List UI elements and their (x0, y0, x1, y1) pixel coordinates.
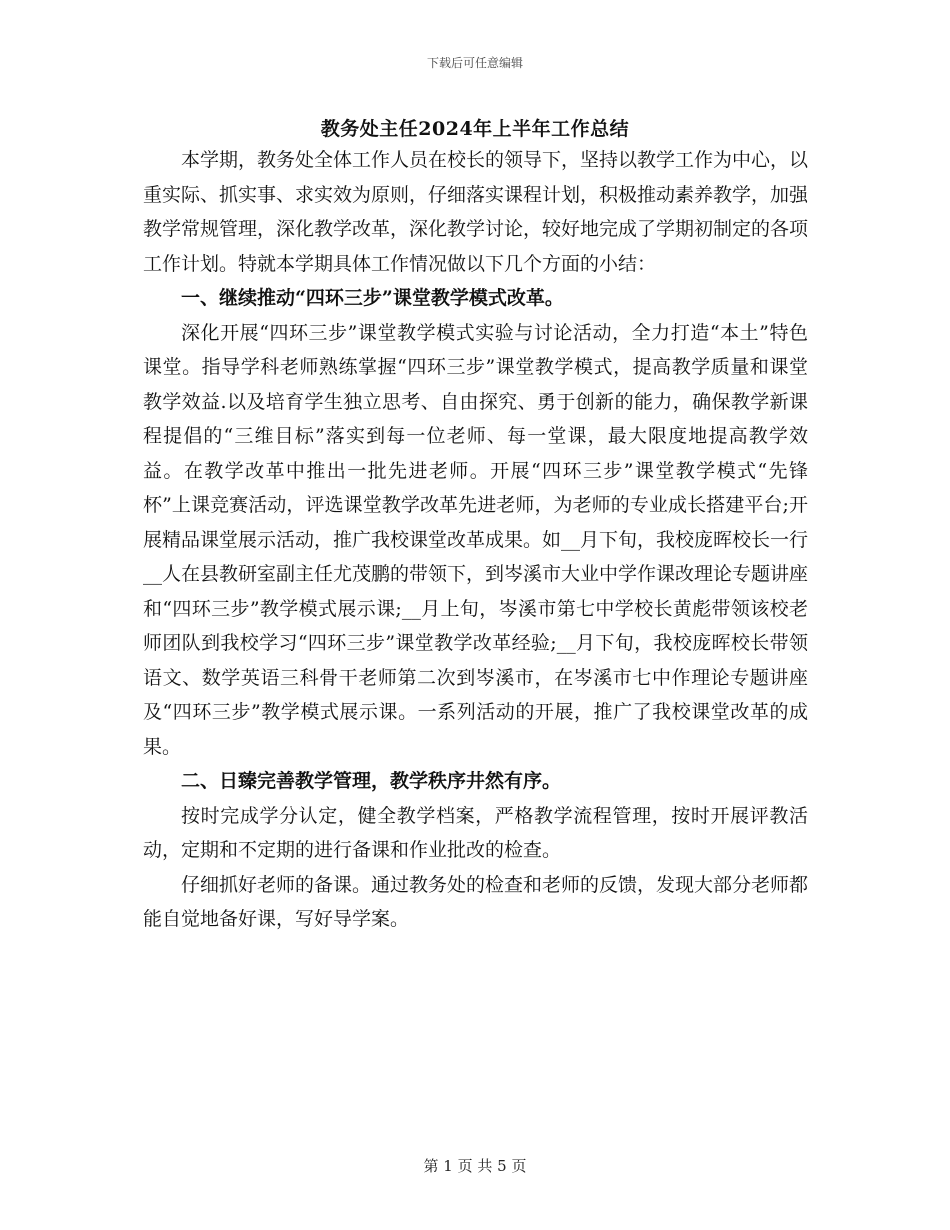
section-heading-1: 一、继续推动“四环三步”课堂教学模式改革。 (181, 287, 564, 309)
paragraph-section-2a: 按时完成学分认定，健全教学档案，严格教学流程管理，按时开展评教活动，定期和不定期的进行备课和作业批改的检查。 (143, 804, 808, 861)
header-note: 下载后可任意编辑 (426, 56, 523, 70)
page-footer: 第 1 页 共 5 页 (423, 1157, 527, 1175)
document-body (143, 143, 808, 937)
paragraph-section-2b: 仔细抓好老师的备课。通过教务处的检查和老师的反馈，发现大部分老师都能自觉地备好课，写好导学案。 (143, 873, 809, 930)
paragraph-section-1: 深化开展“四环三步”课堂教学模式实验与讨论活动，全力打造“本土”特色课堂。指导学科老师熟练掌握“四环三步”课堂教学模式，提高教学质量和课堂教学效益.以及培育学生独立思考、自由探究、勇于创新的能力，确保教学新课程提倡的“三维目标”落实到每一位老师、每一堂课，最大限度地提高教学效益。在教学改革中推出一批先进老师。开展“四环三步”课堂教学模式“先锋杯”上课竞赛活动，评选课堂教学改革先进老师，为老师的专业成长搭建平台;开展精品课堂展示活动，推广我校课堂改革成果。如__月下旬，我校庞晖校长一行__人在县教研室副主任尤茂鹏的带领下，到岑溪市大业中学作课改理论专题讲座和“四环三步”教学模式展示课;__月上旬，岑溪市第七中学校长黄彪带领该校老师团队到我校学习“四环三步”课堂教学改革经验;__月下旬，我校庞晖校长带领语文、数学英语三科骨干老师第二次到岑溪市，在岑溪市七中作理论专题讲座及“四环三步”教学模式展示课。一系列活动的开展，推广了我校课堂改革的成果。 (143, 321, 809, 758)
document-title: 教务处主任2024年上半年工作总结 (320, 118, 630, 140)
paragraph-intro: 本学期，教务处全体工作人员在校长的领导下，坚持以教学工作为中心，以重实际、抓实事、求实效为原则，仔细落实课程计划，积极推动素养教学，加强教学常规管理，深化教学改革，深化教学讨论，较好地完成了学期初制定的各项工作计划。特就本学期具体工作情况做以下几个方面的小结： (143, 149, 809, 275)
section-heading-2: 二、日臻完善教学管理，教学秩序井然有序。 (181, 770, 562, 792)
